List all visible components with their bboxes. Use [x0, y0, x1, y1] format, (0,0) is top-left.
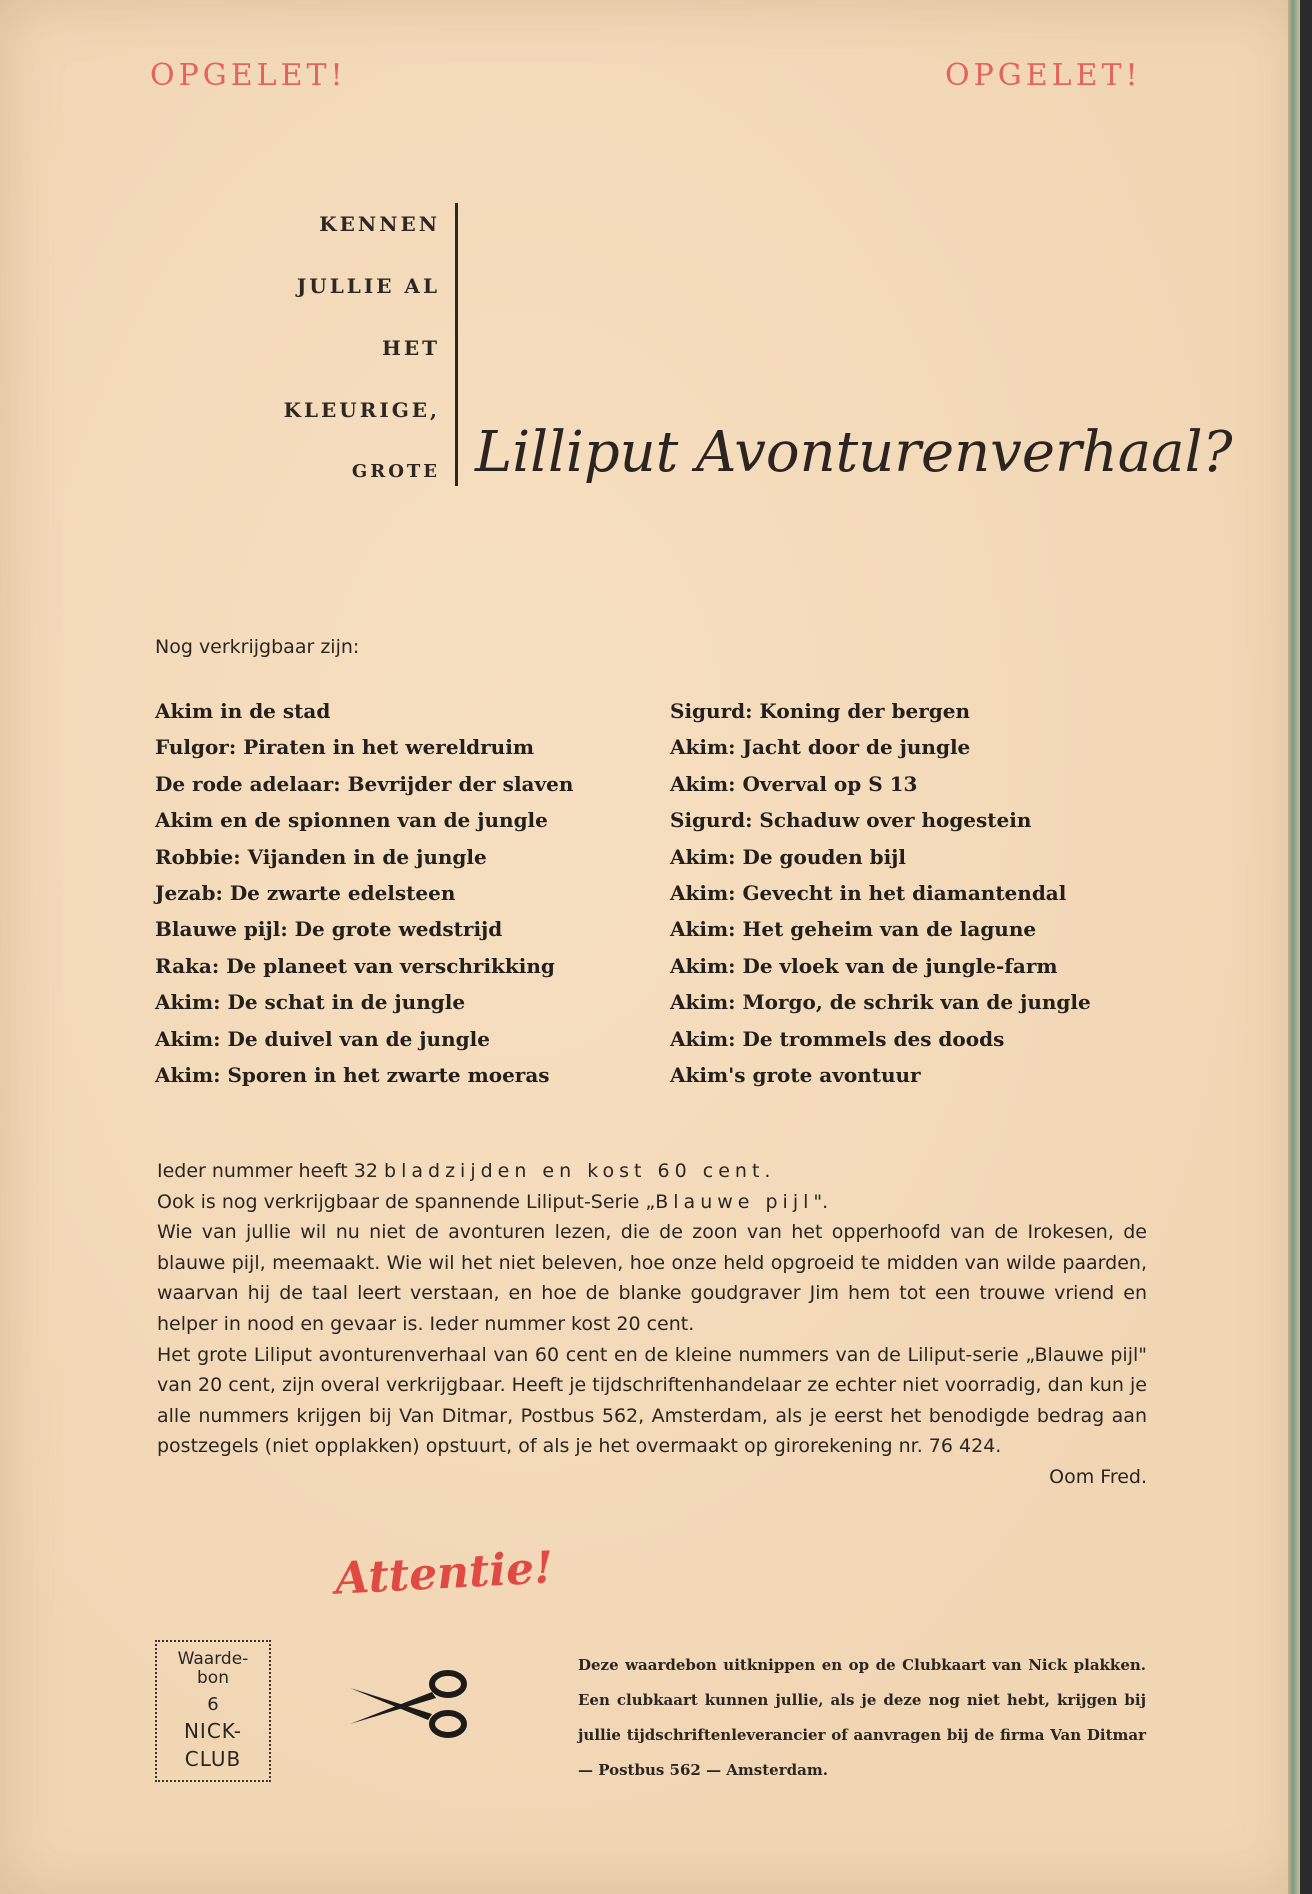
coupon-label: bon	[197, 1668, 229, 1688]
list-item: Akim: Overval op S 13	[670, 771, 918, 796]
list-item: Sigurd: Koning der bergen	[670, 699, 971, 723]
list-item: Akim en de spionnen van de jungle	[155, 808, 548, 833]
teaser-line: GROTE	[351, 461, 440, 482]
list-item: Akim in de stad	[155, 699, 331, 723]
divider-line	[455, 203, 458, 486]
teaser-line: KLEURIGE,	[283, 398, 440, 422]
teaser-title: Lilliput Avonturenverhaal?	[475, 420, 1233, 485]
list-item: Akim: De schat in de jungle	[155, 990, 466, 1015]
series-text: Ook is nog verkrijgbaar de spannende Liliput-Serie „	[157, 1190, 656, 1213]
list-item: Jezab: De zwarte edelsteen	[155, 880, 456, 905]
series-line	[157, 1187, 1147, 1218]
list-item: Akim: De gouden bijl	[670, 844, 907, 869]
attentie-heading: Attentie!	[333, 1542, 555, 1605]
list-item: Robbie: Vijanden in de jungle	[155, 844, 487, 869]
signature: Oom Fred.	[1049, 1465, 1147, 1488]
list-item: Akim's grote avontuur	[670, 1062, 921, 1087]
list-item: Akim: Gevecht in het diamantendal	[670, 880, 1067, 905]
list-item: Akim: De trommels des doods	[670, 1026, 1005, 1051]
titles-list-right	[670, 693, 1091, 1093]
list-item: Akim: Het geheim van de lagune	[670, 917, 1037, 942]
list-item: Akim: De duivel van de jungle	[155, 1026, 490, 1051]
list-item: Raka: De planeet van verschrikking	[155, 953, 555, 978]
opgelet-left: OPGELET!	[150, 58, 347, 93]
coupon-club: CLUB	[184, 1747, 242, 1771]
coupon-box	[155, 1640, 271, 1782]
series-name: Blauwe pijl	[655, 1190, 814, 1213]
price-text: Ieder nummer heeft 32	[157, 1160, 385, 1182]
paragraph: Wie van jullie wil nu niet de avonturen lezen, die de zoon van het opperhoofd van de Irokesen, de blauwe pijl, meemaakt. Wie wil het niet beleven, hoe onze held opgroeid te midden van wilde paarden, waarvan hij de taal leert verstaan, en hoe de blanke goudgraver Jim hem tot een trouwe vriend en helper in nood en gevaar is. Ieder nummer kost 20 cent.	[157, 1221, 1147, 1335]
coupon-instructions: Deze waardebon uitknippen en op de Clubkaart van Nick plakken. Een clubkaart kunnen jullie, als je deze nog niet hebt, krijgen bij jullie tijdschriftenleverancier of aanvragen bij de firma Van Ditmar — Postbus 562 — Amsterdam.	[578, 1656, 1146, 1779]
teaser-line: HET	[381, 336, 440, 360]
coupon-label: Waarde-	[177, 1649, 249, 1669]
list-item: Akim: Sporen in het zwarte moeras	[155, 1062, 550, 1087]
titles-list-left	[155, 693, 573, 1093]
teaser-line: KENNEN	[319, 212, 440, 236]
list-item: Sigurd: Schaduw over hogestein	[670, 808, 1032, 833]
list-item: Fulgor: Piraten in het wereldruim	[155, 735, 534, 760]
available-intro: Nog verkrijgbaar zijn:	[155, 636, 360, 658]
teaser-line: JULLIE AL	[296, 274, 440, 298]
paragraph: Het grote Liliput avonturenverhaal van 60 cent en de kleine nummers van de Liliput-serie „Blauwe pijl" van 20 cent, zijn overal verkrijgbaar. Heeft je tijdschriftenhandelaar ze echter niet voorradig, dan kun je alle nummers krijgen bij Van Ditmar, Postbus 562, Amsterdam, als je eerst het benodigde bedrag aan postzegels (niet opplakken) opstuurt, of als je het overmaakt op girorekening nr. 76 424.	[157, 1343, 1147, 1458]
series-quote: ".	[813, 1190, 829, 1213]
coupon-number: 6	[207, 1694, 219, 1715]
scissors-icon	[348, 1668, 472, 1740]
coupon-club: NICK-	[183, 1719, 243, 1743]
price-text-spaced: bladzijden en kost 60 cent.	[384, 1160, 776, 1182]
list-item: De rode adelaar: Bevrijder der slaven	[155, 771, 574, 796]
price-line	[157, 1156, 1147, 1187]
list-item: Akim: De vloek van de jungle-farm	[670, 953, 1058, 978]
page-edge	[1288, 0, 1300, 1894]
list-item: Blauwe pijl: De grote wedstrijd	[155, 917, 503, 942]
opgelet-right: OPGELET!	[945, 58, 1142, 93]
list-item: Akim: Morgo, de schrik van de jungle	[670, 990, 1091, 1015]
body-text	[157, 1156, 1147, 1493]
list-item: Akim: Jacht door de jungle	[670, 735, 971, 760]
teaser-lines	[150, 200, 440, 510]
